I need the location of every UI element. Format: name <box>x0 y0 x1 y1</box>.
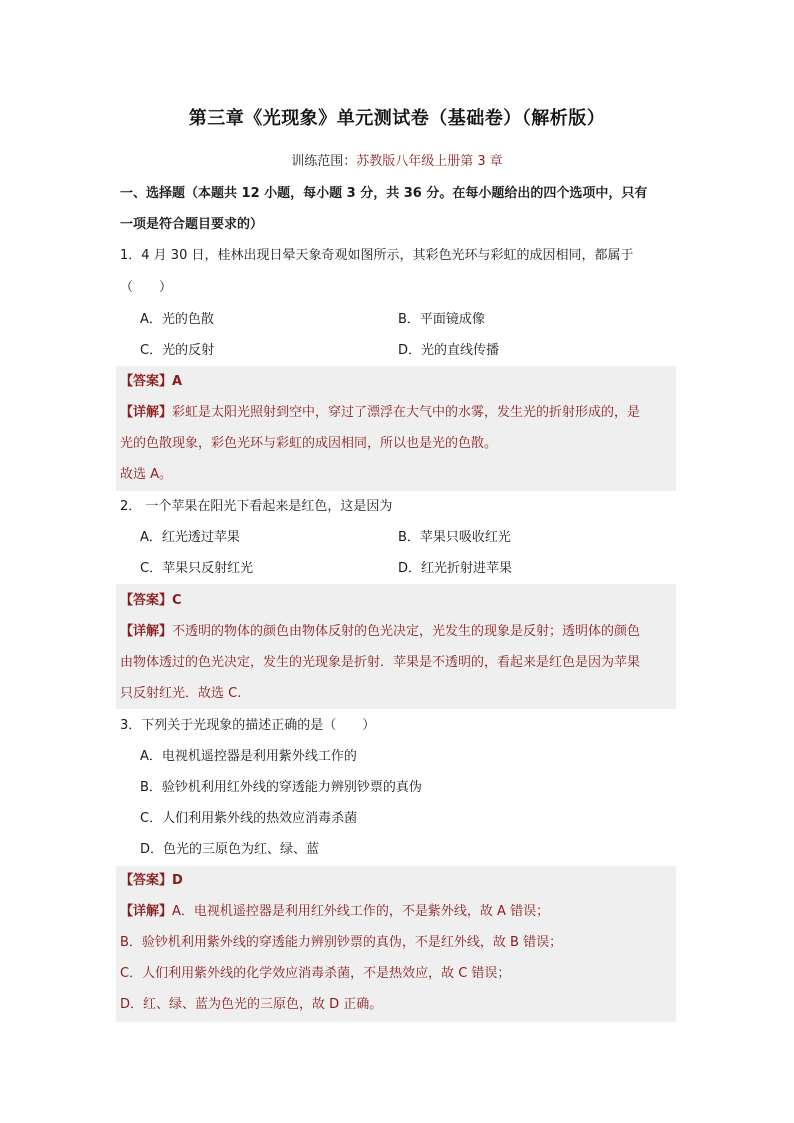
q2-answer <box>120 591 676 611</box>
q3-answer <box>120 871 676 891</box>
q1-stem-line2: （ ） <box>120 280 173 295</box>
q1-option-b: B．平面镜成像 <box>398 312 485 327</box>
q1-option-a: A．光的色散 <box>140 312 214 327</box>
answer-tag: 【答案】 <box>120 593 173 608</box>
answer-value: A <box>172 374 183 389</box>
q1-option-c: C．光的反射 <box>140 343 215 358</box>
q2-option-a: A．红光透过苹果 <box>140 530 240 545</box>
detail-tag: 【详解】 <box>120 624 173 639</box>
scope-value: 苏教版八年级上册第 3 章 <box>356 154 503 169</box>
page-title: 第三章《光现象》单元测试卷（基础卷）（解析版） <box>188 108 606 129</box>
answer-tag: 【答案】 <box>120 374 173 389</box>
training-scope <box>0 150 794 169</box>
q3-option-b: B．验钞机利用红外线的穿透能力辨别钞票的真伪 <box>140 780 422 795</box>
q3-detail-line1: 【详解】A．电视机遥控器是利用红外线工作的，不是紫外线，故 A 错误； <box>120 904 550 919</box>
q1-detail-line3: 故选 A。 <box>120 467 173 482</box>
q1-stem-line1: 1．4 月 30 日，桂林出现日晕天象奇观如图所示，其彩色光环与彩虹的成因相同，都属于 <box>120 248 634 263</box>
detail-tag: 【详解】 <box>120 904 173 919</box>
q1-option-d: D．光的直线传播 <box>398 343 500 358</box>
q1-detail-line1: 【详解】彩虹是太阳光照射到空中，穿过了漂浮在大气中的水雾，发生光的折射形成的，是 <box>120 405 641 420</box>
answer-value: C <box>172 593 182 608</box>
q1-answer-box <box>116 366 676 491</box>
q2-detail-line1: 【详解】不透明的物体的颜色由物体反射的色光决定，光发生的现象是反射；透明体的颜色 <box>120 624 641 639</box>
section-heading-line1: 一、选择题（本题共 12 小题，每小题 3 分，共 36 分。在每小题给出的四个选项中，只有 <box>120 186 648 201</box>
q2-detail-line2: 由物体透过的色光决定，发生的光现象是折射．苹果是不透明的，看起来是红色是因为苹果 <box>120 655 641 670</box>
q2-answer-box <box>116 584 676 709</box>
q2-detail-line3: 只反射红光．故选 C. <box>120 686 242 701</box>
q3-detail-line4: D．红、绿、蓝为色光的三原色，故 D 正确。 <box>120 997 383 1012</box>
q3-option-a: A．电视机遥控器是利用紫外线工作的 <box>140 749 357 764</box>
q1-detail-line2: 光的色散现象，彩色光环与彩虹的成因相同，所以也是光的色散。 <box>120 436 498 451</box>
q2-option-c: C．苹果只反射红光 <box>140 561 254 576</box>
q2-option-b: B．苹果只吸收红光 <box>398 530 511 545</box>
scope-label: 训练范围： <box>291 154 357 169</box>
q3-stem: 3．下列关于光现象的描述正确的是（ ） <box>120 718 376 733</box>
q3-option-d: D．色光的三原色为红、绿、蓝 <box>140 842 320 857</box>
q3-detail-line2: B．验钞机利用紫外线的穿透能力辨别钞票的真伪，不是红外线，故 B 错误； <box>120 935 563 950</box>
q2-option-d: D．红光折射进苹果 <box>398 561 513 576</box>
q3-detail-line3: C．人们利用紫外线的化学效应消毒杀菌，不是热效应，故 C 错误； <box>120 966 511 981</box>
answer-tag: 【答案】 <box>120 873 173 888</box>
section-heading-line2: 一项是符合题目要求的） <box>120 217 264 232</box>
detail-tag: 【详解】 <box>120 405 173 420</box>
answer-value: D <box>172 873 183 888</box>
q3-answer-box <box>116 866 676 1022</box>
q3-option-c: C．人们利用紫外线的热效应消毒杀菌 <box>140 811 358 826</box>
q1-answer <box>120 372 676 392</box>
q2-stem: 2． 一个苹果在阳光下看起来是红色，这是因为 <box>120 499 393 514</box>
